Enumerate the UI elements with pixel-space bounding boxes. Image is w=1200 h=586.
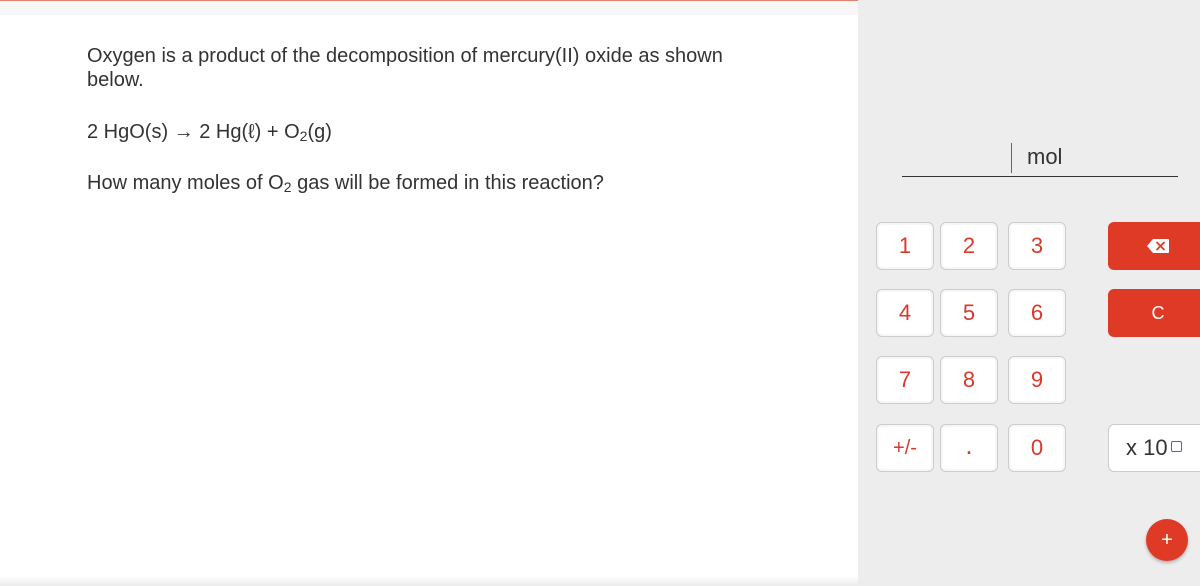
key-3[interactable]: 3 [1008,222,1066,270]
o2-subscript: 2 [299,128,308,144]
equation-products: 2 Hg(ℓ) + O [199,121,300,143]
key-9[interactable]: 9 [1008,356,1066,404]
ask-prefix: How many moles of O [87,172,284,194]
equation-reactant: 2 HgO(s) [87,121,169,143]
chemical-equation [87,120,332,144]
ask-suffix: gas will be formed in this reaction? [291,172,604,194]
reaction-arrow: → [173,121,194,143]
times-ten-label: x 10 [1126,435,1168,460]
key-plus-minus[interactable]: +/- [876,424,934,472]
times-ten-button[interactable] [1108,424,1200,472]
key-5[interactable]: 5 [940,289,998,337]
answer-field[interactable] [902,176,1178,177]
clear-button[interactable] [1108,289,1200,337]
add-button[interactable]: + [1146,519,1188,561]
exponent-box-icon [1171,441,1182,452]
ask-subscript: 2 [283,179,292,195]
key-decimal[interactable]: . [940,424,998,472]
answer-unit: mol [1027,144,1063,169]
calculator-panel [858,0,1200,586]
backspace-button[interactable] [1108,222,1200,270]
key-8[interactable]: 8 [940,356,998,404]
clear-label: C [1151,302,1165,323]
question-panel [87,44,787,195]
key-6[interactable]: 6 [1008,289,1066,337]
key-0[interactable]: 0 [1008,424,1066,472]
question-intro: Oxygen is a product of the decomposition of mercury(II) oxide as shown below. [87,45,723,91]
question-ask [87,171,604,195]
top-band [0,1,858,15]
backspace-icon [1146,238,1170,254]
key-1[interactable]: 1 [876,222,934,270]
o2-state: (g) [307,121,332,143]
bottom-shadow [0,576,858,586]
key-2[interactable]: 2 [940,222,998,270]
key-4[interactable]: 4 [876,289,934,337]
answer-cursor[interactable] [1011,143,1012,173]
key-7[interactable]: 7 [876,356,934,404]
